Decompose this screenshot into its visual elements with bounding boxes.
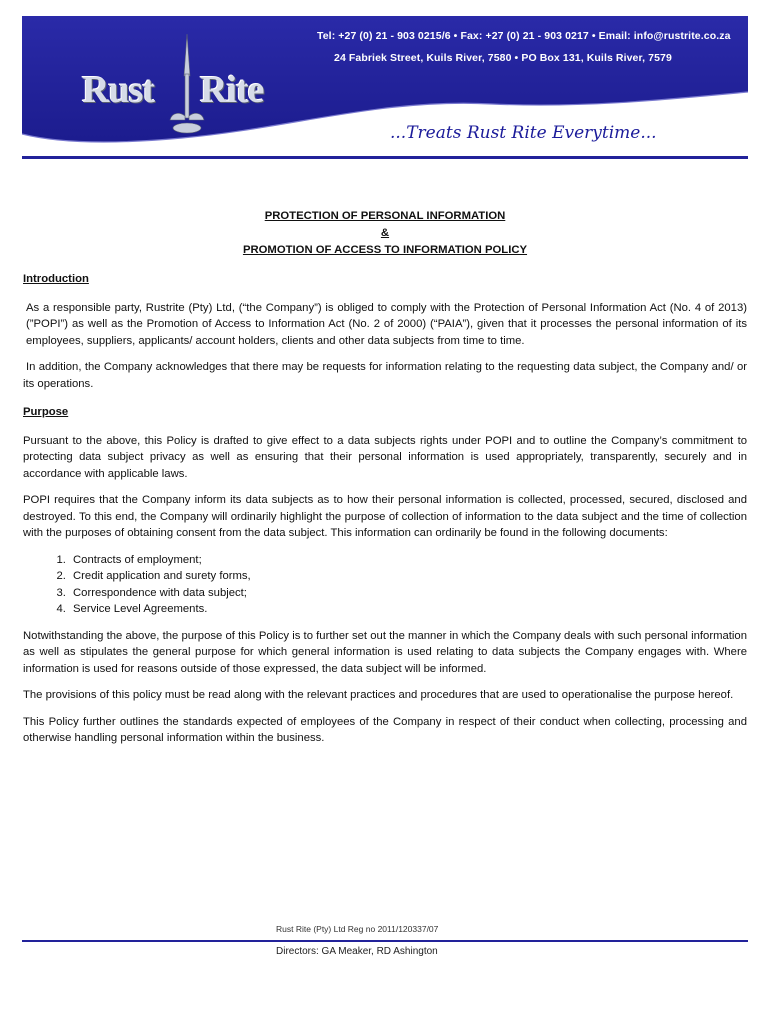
purpose-paragraph-4: The provisions of this policy must be read along with the relevant practices and procedures that are used to operationalise the purpose hereof.	[23, 689, 734, 701]
purpose-paragraph-5: This Policy further outlines the standards expected of employees of the Company in respect of their conduct when collecting, processing and otherwise handling personal information within the business.	[23, 715, 747, 744]
documents-list	[23, 552, 747, 618]
company-registration: Rust Rite (Pty) Ltd Reg no 2011/120337/07	[276, 924, 439, 934]
purpose-paragraph-2: POPI requires that the Company inform its data subjects as to how their personal information is collected, processed, secured, disclosed and destroyed. To this end, the Company will ordinarily highlight the purpose of collection of information to the data subject and the time of collection with the purposes of obtaining consent from the data subject. This information can ordinarily be found in the following documents:	[23, 494, 747, 539]
list-item: 2. Credit application and surety forms,	[69, 568, 747, 585]
company-directors: Directors: GA Meaker, RD Ashington	[276, 946, 438, 957]
title-line-2: PROMOTION OF ACCESS TO INFORMATION POLICY	[242, 244, 528, 256]
list-item: 4. Service Level Agreements.	[69, 601, 747, 618]
company-logo-word-2: Rite	[200, 69, 264, 111]
section-heading-introduction: Introduction	[23, 273, 89, 285]
contact-details-address: 24 Fabriek Street, Kuils River, 7580 • PO Box 131, Kuils River, 7579	[334, 52, 672, 64]
intro-paragraph-1: As a responsible party, Rustrite (Pty) Ltd, (“the Company”) is obliged to comply with the Protection of Personal Information Act (No. 4 of 2013) (”POPI”) as well as the Promotion of Access to Information Act (No. 2 of 2000) (“PAIA”), given that it processes the personal information of its employees, suppliers, applicants/ account holders, clients and other data subjects from time to time.	[26, 301, 747, 347]
company-tagline: ...Treats Rust Rite Everytime...	[390, 123, 657, 143]
purpose-paragraph-1: Pursuant to the above, this Policy is drafted to give effect to a data subjects rights under POPI and to outline the Company’s commitment to protecting data subject privacy as well as ensuring that their personal information is used appropriately, transparently, securely and in accordance with applicable laws.	[23, 434, 747, 480]
list-item: 3. Correspondence with data subject;	[69, 585, 747, 602]
policy-document	[23, 208, 747, 747]
list-item: 1. Contracts of employment;	[69, 552, 747, 569]
intro-paragraph-2: In addition, the Company acknowledges that there may be requests for information relating to the requesting data subject, the Company and/ or its operations.	[23, 361, 747, 390]
contact-details-phone-email: Tel: +27 (0) 21 - 903 0215/6 • Fax: +27 (0) 21 - 903 0217 • Email: info@rustrite.co.za	[317, 30, 731, 42]
document-title	[23, 208, 747, 259]
section-heading-purpose: Purpose	[23, 406, 69, 418]
purpose-paragraph-3: Notwithstanding the above, the purpose of this Policy is to further set out the manner in which the Company deals with such personal information as well as stipulates the general purpose for which general information is used relating to data subjects the Company engages with. Where information is used for reasons outside of those expressed, the data subject will be informed.	[23, 629, 747, 675]
company-logo: Rust	[82, 69, 155, 111]
title-line-1: PROTECTION OF PERSONAL INFORMATION	[264, 210, 506, 222]
title-ampersand: &	[380, 227, 390, 239]
letterhead	[22, 16, 748, 162]
footer-divider	[22, 940, 748, 942]
